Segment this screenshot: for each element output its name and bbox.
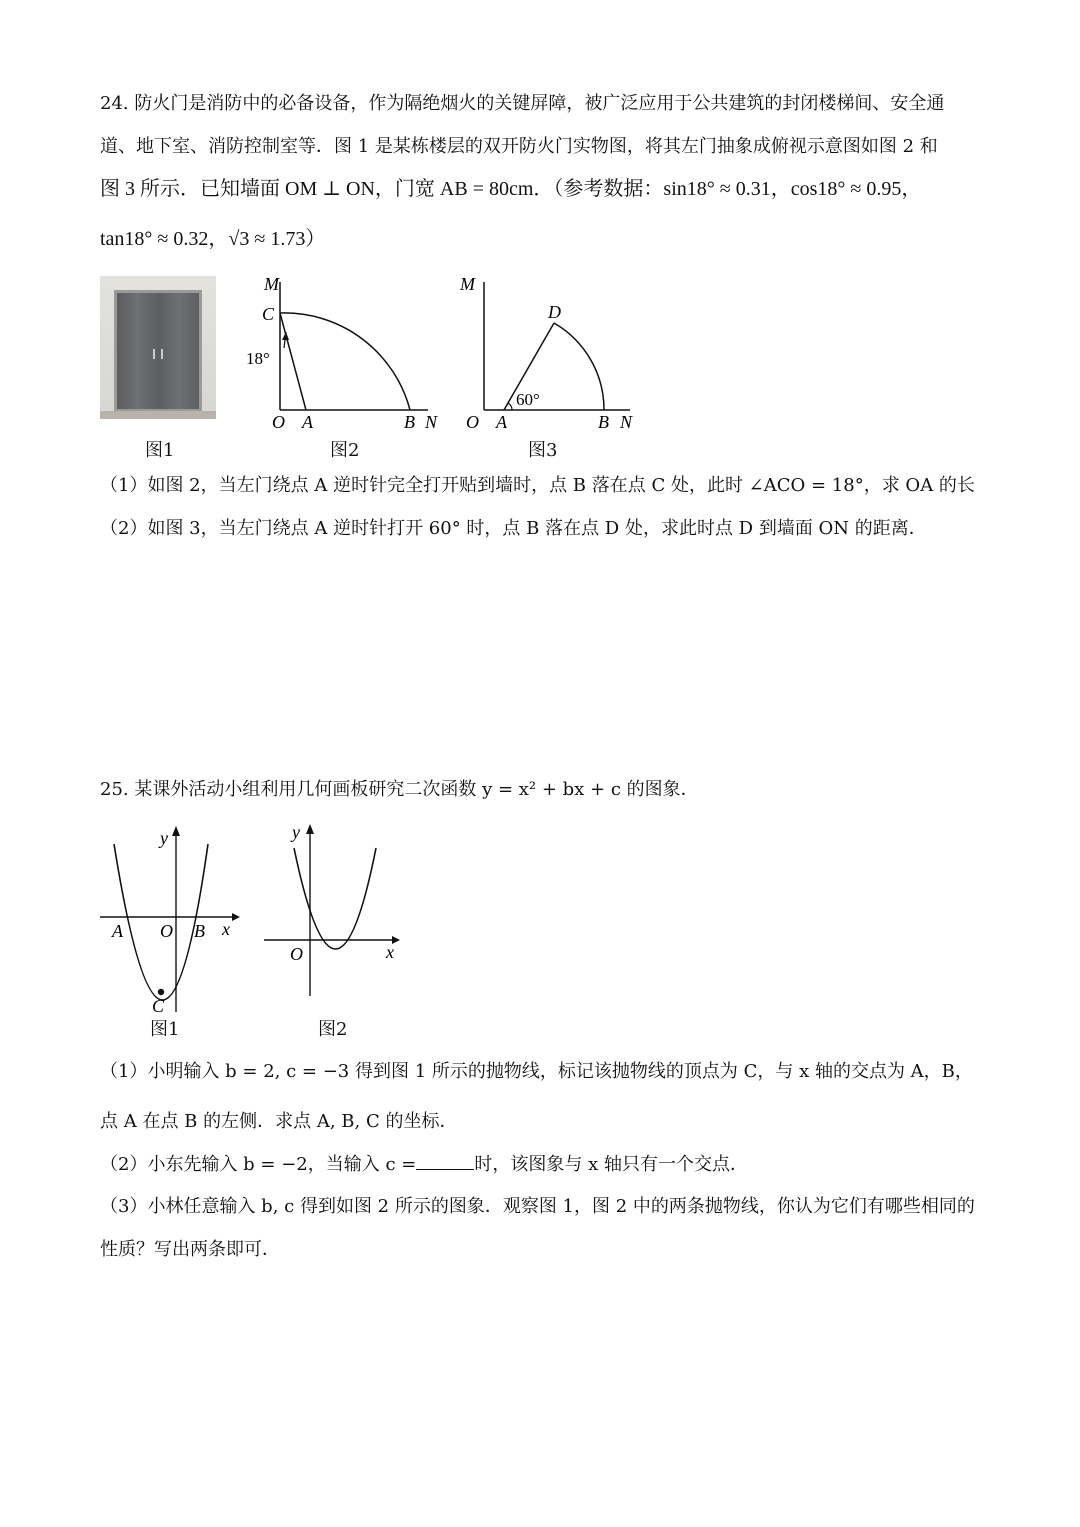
label-d: D bbox=[548, 302, 561, 322]
label-c: C bbox=[262, 304, 275, 324]
label-angle-60: 60° bbox=[516, 390, 540, 409]
label-o: O bbox=[160, 921, 173, 941]
label-y: y bbox=[160, 828, 168, 848]
label-x: x bbox=[222, 919, 230, 939]
q25-fig2-graph bbox=[260, 818, 410, 1003]
y-axis-arrow bbox=[306, 824, 314, 834]
label-c: C bbox=[152, 996, 165, 1016]
label-m: M bbox=[460, 274, 475, 294]
parabola-2 bbox=[294, 848, 376, 949]
label-x: x bbox=[386, 942, 394, 962]
door-left-leaf bbox=[117, 293, 158, 409]
label-b: B bbox=[404, 412, 415, 432]
door-arc bbox=[554, 323, 604, 410]
q24-fig2-diagram bbox=[240, 270, 450, 460]
label-a: A bbox=[496, 412, 507, 432]
q24-line-3: 图 3 所示．已知墙面 OM ⊥ ON，门宽 AB = 80cm．（参考数据：sin18° ≈ 0.31，cos18° ≈ 0.95， bbox=[100, 178, 922, 200]
label-n: N bbox=[620, 412, 633, 432]
q24-line-1: 24. 防火门是消防中的必备设备，作为隔绝烟火的关键屏障，被广泛应用于公共建筑的封闭楼梯间、安全通 bbox=[100, 93, 945, 114]
label-a: A bbox=[112, 921, 123, 941]
door-floor bbox=[100, 411, 216, 419]
q25-fig2-caption: 图2 bbox=[318, 1019, 348, 1040]
label-a: A bbox=[302, 412, 313, 432]
q25-part-1-line-2: 点 A 在点 B 的左侧．求点 A, B, C 的坐标． bbox=[100, 1111, 458, 1132]
door-segment-ac bbox=[280, 313, 306, 410]
q24-part-2: （2）如图 3，当左门绕点 A 逆时针打开 60° 时，点 B 落在点 D 处，求此时点 D 到墙面 ON 的距离． bbox=[100, 518, 927, 539]
q25-part-3-line-1: （3）小林任意输入 b, c 得到如图 2 所示的图象．观察图 1，图 2 中的两条抛物线，你认为它们有哪些相同的 bbox=[100, 1196, 975, 1217]
vertex-point-c bbox=[158, 989, 164, 995]
q24-fig1-caption: 图1 bbox=[145, 440, 175, 461]
q25-part-3-line-2: 性质？写出两条即可． bbox=[100, 1239, 280, 1260]
q25-intro: 25. 某课外活动小组利用几何画板研究二次函数 y = x² + bx + c 的图象． bbox=[100, 779, 699, 800]
label-n: N bbox=[425, 412, 438, 432]
angle-arrow-head bbox=[282, 332, 289, 340]
q25-fig1-caption: 图1 bbox=[150, 1019, 180, 1040]
q24-fig2-caption: 图2 bbox=[330, 440, 360, 461]
q24-part-1: （1）如图 2，当左门绕点 A 逆时针完全打开贴到墙时，点 B 落在点 C 处，此时 ∠ACO = 18°，求 OA 的长 bbox=[100, 475, 975, 496]
door-handle-right bbox=[161, 349, 163, 359]
q24-line-2: 道、地下室、消防控制室等．图 1 是某栋楼层的双开防火门实物图，将其左门抽象成俯视示意图如图 2 和 bbox=[100, 136, 938, 157]
label-o: O bbox=[290, 944, 303, 964]
label-b: B bbox=[194, 921, 205, 941]
x-axis-arrow bbox=[232, 913, 240, 921]
door-arc bbox=[280, 313, 410, 410]
label-y: y bbox=[292, 822, 300, 842]
label-o: O bbox=[466, 412, 479, 432]
q25-part-2-before: （2）小东先输入 b = −2，当输入 c = bbox=[100, 1154, 417, 1175]
label-m: M bbox=[264, 274, 279, 294]
q24-fig3-caption: 图3 bbox=[528, 440, 558, 461]
door-frame bbox=[114, 290, 202, 412]
answer-blank[interactable] bbox=[416, 1153, 474, 1170]
fire-door-photo bbox=[100, 276, 216, 419]
q25-fig1-graph bbox=[96, 822, 246, 1022]
q25-part-1-line-1: （1）小明输入 b = 2, c = −3 得到图 1 所示的抛物线，标记该抛物线的顶点为 C，与 x 轴的交点为 A，B， bbox=[100, 1061, 973, 1082]
y-axis-arrow bbox=[172, 826, 180, 836]
q25-part-2-after: 时，该图象与 x 轴只有一个交点． bbox=[474, 1154, 748, 1175]
q24-line-4: tan18° ≈ 0.32，√3 ≈ 1.73） bbox=[100, 228, 326, 250]
label-b: B bbox=[598, 412, 609, 432]
q25-part-2 bbox=[100, 1153, 748, 1176]
door-right-leaf bbox=[158, 293, 199, 409]
door-handle-left bbox=[153, 349, 155, 359]
label-angle-18: 18° bbox=[246, 349, 270, 368]
angle-mark-60 bbox=[508, 403, 512, 410]
label-o: O bbox=[272, 412, 285, 432]
q24-fig3-diagram bbox=[440, 270, 650, 460]
